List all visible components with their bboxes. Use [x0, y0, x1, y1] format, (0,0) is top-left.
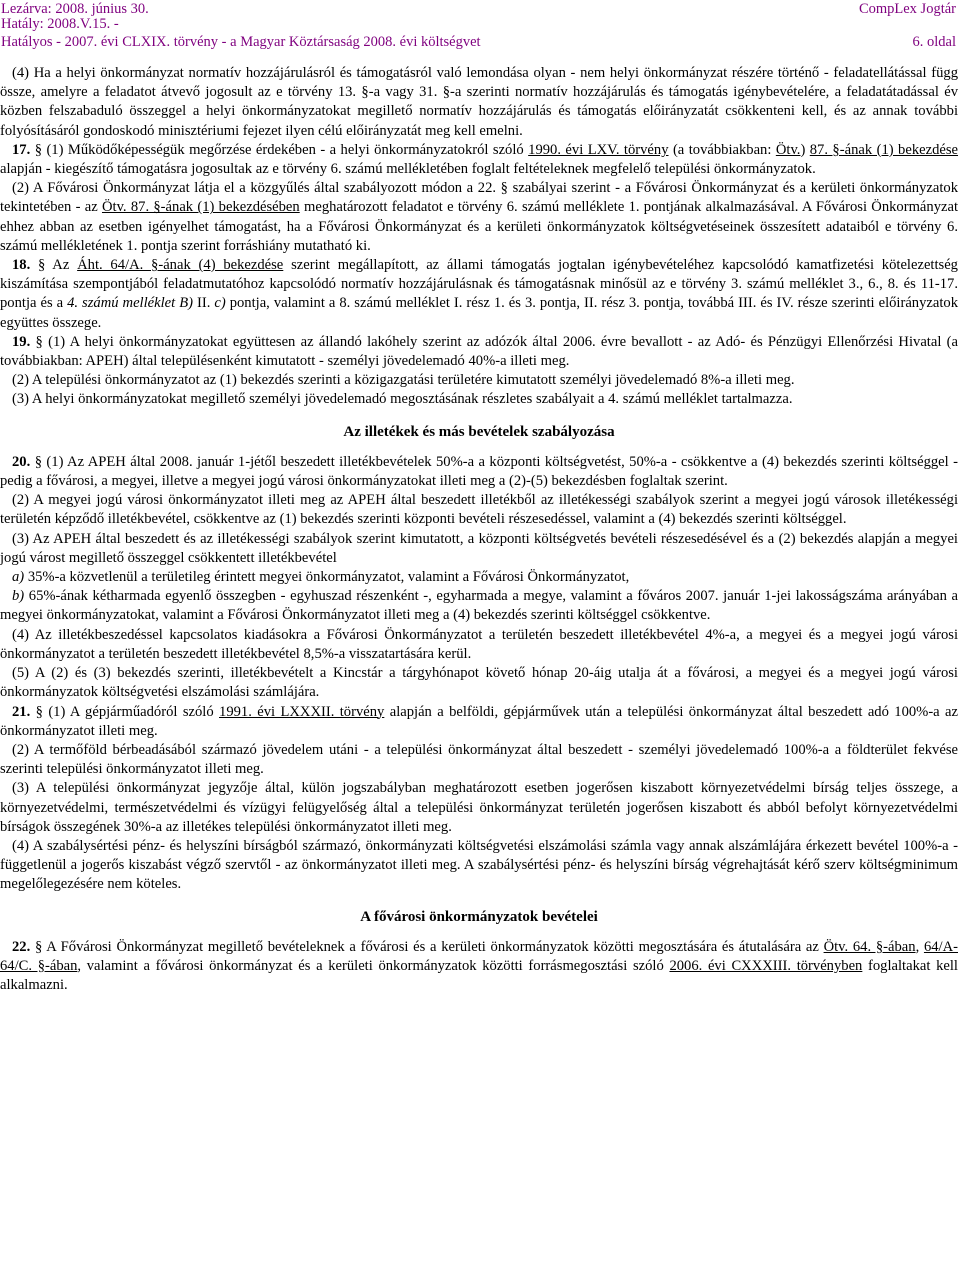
- law-reference-link[interactable]: 1990. évi LXV. törvény: [528, 141, 669, 158]
- section-19-1: 19. § (1) A helyi önkormányzatokat együttesen az állandó lakóhely szerint az adózók által 2006. évre bevallott - az Adó- és Pénzügyi Ellenőrzési Hivatal (a továbbiakban: APEH) által településenként kimutatott - személyi jövedelemadó 40%-a illeti meg.: [0, 333, 958, 370]
- section-number: 19.: [12, 333, 31, 350]
- law-reference-link[interactable]: Ötv. 87. §-ának (1) bekezdésében: [101, 199, 300, 216]
- section-20-4: (4) Az illetékbeszedéssel kapcsolatos kiadásokra a Fővárosi Önkormányzatot a területén beszedett illetékbevétel 4%-a, a megyei és a megyei jogú városi önkormányzatot a területén beszedett illetékbevétel 8,5%-a visszatartására kerül.: [0, 626, 958, 662]
- section-18: 18. § Az Áht. 64/A. §-ának (4) bekezdése szerint megállapított, az állami támogatás jogtalan igénybevételéhez kapcsolódó kamatfizetési kötelezettség kiszámítása szempontjából feladatmutatóhoz kapcsolódó normatív hozzájárulásnak és támogatásnak minősül az e törvény 3. számú melléklet 3., 6., 8. és 11-17. pontja és a 4. számú melléklet B) II. c) pontja, valamint a 8. számú melléklet I. rész 1. és 3. pontja, II. rész 3. pontja, továbbá III. és IV. része szerinti előirányzatok együttes összege.: [0, 257, 959, 331]
- brand-name: CompLex Jogtár: [858, 1, 956, 17]
- section-21-4: (4) A szabálysértési pénz- és helyszíni bírságból származó, önkormányzati költségvetési elszámolási számla vagy annak alszámlájára érkezett bevétel 100%-a - függetlenül a jogerős kiszabást végző szervtől - az önkormányzatot illeti meg. A szabálysértési pénz- és helyszíni bírság végrehajtását kérő szerv költségminimum megelőlegezésére nem köteles.: [0, 837, 958, 893]
- section-22: 22. § A Fővárosi Önkormányzat megillető bevételeknek a fővárosi és a kerületi önkormányzatok közötti megosztására és átutalására az Ötv. 64. §-ában, 64/A-64/C. §-ában, valamint a fővárosi önkormányzat és a kerületi önkormányzatok közötti forrásmegosztási szóló 2006. évi CXXXIII. törvényben foglaltakat kell alkalmazni.: [0, 938, 958, 994]
- section-20-3-b: b) 65%-ának kétharmada egyenlő összegben - egyhuszad részenként -, egyharmada a megye, valamint a főváros 2007. január 1-jei lakosságszáma arányában a megyei önkormányzatokat, valamint a Fővárosi Önkormányzatot illeti meg a (4) bekezdés szerinti költséggel csökkentve.: [0, 588, 958, 624]
- section-title: Az illetékek és más bevételek szabályozása: [343, 423, 615, 440]
- law-reference-link[interactable]: 1991. évi LXXXII. törvény: [219, 703, 385, 720]
- section-21-3: (3) A települési önkormányzat jegyzője által, külön jogszabályban meghatározott esetben jogerősen kiszabott környezetvédelmi bírság teljes összege, a környezetvédelmi, természetvédelmi és vízügyi felügyelőség által a települési önkormányzat területén jogerősen kiszabott és abból befolyt környezetvédelmi bírságok összegének 30%-a az illetékes települési önkormányzatot illeti meg.: [0, 780, 958, 835]
- section-title: A fővárosi önkormányzatok bevételei: [360, 908, 598, 925]
- section-21-2: (2) A termőföld bérbeadásából származó jövedelem utáni - a települési önkormányzat által beszedett - személyi jövedelemadó 100%-a a földterület fekvése szerinti települési önkormányzatot illeti meg.: [0, 741, 958, 778]
- law-reference-link[interactable]: 64/A-64/C. §-ában: [0, 938, 958, 974]
- effective-law: Hatályos - 2007. évi CLXIX. törvény - a Magyar Köztársaság 2008. évi költségvet: [1, 34, 481, 50]
- document-body: [0, 64, 958, 995]
- section-number: 21.: [12, 703, 31, 720]
- section-17-1: 17. § (1) Működőképességük megőrzése érdekében - a helyi önkormányzatokról szóló 1990. évi LXV. törvény (a továbbiakban: Ötv.) 87. §-ának (1) bekezdése alapján - kiegészítő támogatásra jogosultak az e törvény 6. számú mellékletében foglalt feltételeknek megfelelő települési önkormányzatok.: [0, 141, 959, 178]
- law-reference-link[interactable]: Áht. 64/A. §-ának (4) bekezdése: [77, 257, 284, 274]
- section-number: 18.: [12, 257, 31, 274]
- section-19-3: (3) A helyi önkormányzatokat megillető személyi jövedelemadó megosztásának részletes szabályait a 4. számú melléklet tartalmazza.: [12, 391, 793, 408]
- section-20-1: 20. § (1) Az APEH által 2008. január 1-jétől beszedett illetékbevételek 50%-a a központi költségvetést, 50%-a - csökkentve a (4) bekezdés szerinti költséggel - pedig a fővárosi, a megyei, illetve a megyei jogú városi önkormányzatokat illeti meg a (2)-(5) bekezdésben foglaltak szerint.: [0, 453, 958, 490]
- section-21-1: 21. § (1) A gépjárműadóról szóló 1991. évi LXXXII. törvény alapján a belföldi, gépjárművek után a települési önkormányzat által beszedett adó 100%-a az önkormányzatot illeti meg.: [0, 703, 959, 739]
- closing-date: Lezárva: 2008. június 30.: [1, 1, 149, 17]
- page-number: 6. oldal: [912, 34, 956, 50]
- paragraph-16-4: (4) Ha a helyi önkormányzat normatív hozzájárulásról és támogatásról való lemondása olyan - nem helyi önkormányzat részére történő - feladatellátással függ össze, amelyre a feladatot átvevő jogosult az e törvény 13. §-a vagy 31. §-a szerinti normatív hozzájárulás és támogatás igénybevételére, a feladatátadással év közben felszabaduló összeggel a helyi önkormányzatokat megillető normatív hozzájárulás és támogatás előirányzatát csökkenteni kell, és az annak további folyósításáról gondoskodó minisztériumi fejezet ilyen célú előirányzatát meg kell emelni.: [0, 65, 958, 139]
- section-number: 22.: [12, 938, 31, 955]
- section-20-5: (5) A (2) és (3) bekezdés szerinti, illetékbevételt a Kincstár a tárgyhónapot követő hónap 20-áig utalja át a fővárosi, a megyei és a megyei jogú városi önkormányzatok költségvetési elszámolási számlájára.: [0, 665, 958, 701]
- law-reference-link[interactable]: Ötv.: [775, 141, 801, 158]
- section-20-3-a: a) 35%-a közvetlenül a területileg érintett megyei önkormányzatot, valamint a Fővárosi Önkormányzatot,: [12, 569, 630, 586]
- section-number: 20.: [12, 453, 31, 470]
- law-reference-link[interactable]: Ötv. 64. §-ában: [823, 938, 916, 955]
- section-number: 17.: [12, 141, 31, 158]
- section-17-2: (2) A Fővárosi Önkormányzat látja el a közgyűlés által szabályozott módon a 22. § szabályai szerint - a Fővárosi Önkormányzat és a kerületi önkormányzatok tekintetében - az Ötv. 87. §-ának (1) bekezdésében meghatározott feladatot e törvény 6. számú melléklete 1. pontjának alkalmazásával. A Fővárosi Önkormányzat ehhez abban az esetben igényelhet támogatást, ha a Fővárosi Önkormányzat és a kerületi önkormányzatok költségvetéseinek összesített adataiból e törvény 6. számú mellékletének 1. pontja szerint forráshiány mutatható ki.: [0, 180, 958, 254]
- section-19-2: (2) A települési önkormányzatot az (1) bekezdés szerinti a közigazgatási területére kimutatott személyi jövedelemadó 8%-a illeti meg.: [12, 372, 795, 389]
- law-reference-link[interactable]: 2006. évi CXXXIII. törvényben: [669, 957, 863, 974]
- law-reference-link[interactable]: 87. §-ának (1) bekezdése: [809, 141, 959, 158]
- section-20-3: (3) Az APEH által beszedett és az illetékességi szabályok szerint kimutatott, a központi költségvetés bevételi részesedésével és a (2) bekezdés alapján a megyei jogú várost megillető összeggel csökkentett illetékbevétel: [0, 530, 958, 566]
- validity-date: Hatály: 2008.V.15. -: [1, 16, 119, 32]
- section-20-2: (2) A megyei jogú városi önkormányzatot illeti meg az APEH által beszedett illetékből az illetékességi szabályok szerint a megyei jogú városok illetékességi területén képződő illetékbevétel, csökkentve az (1) bekezdés szerinti központi bevételi részesedéssel, valamint a (4) bekezdés szerinti költséggel.: [0, 492, 958, 528]
